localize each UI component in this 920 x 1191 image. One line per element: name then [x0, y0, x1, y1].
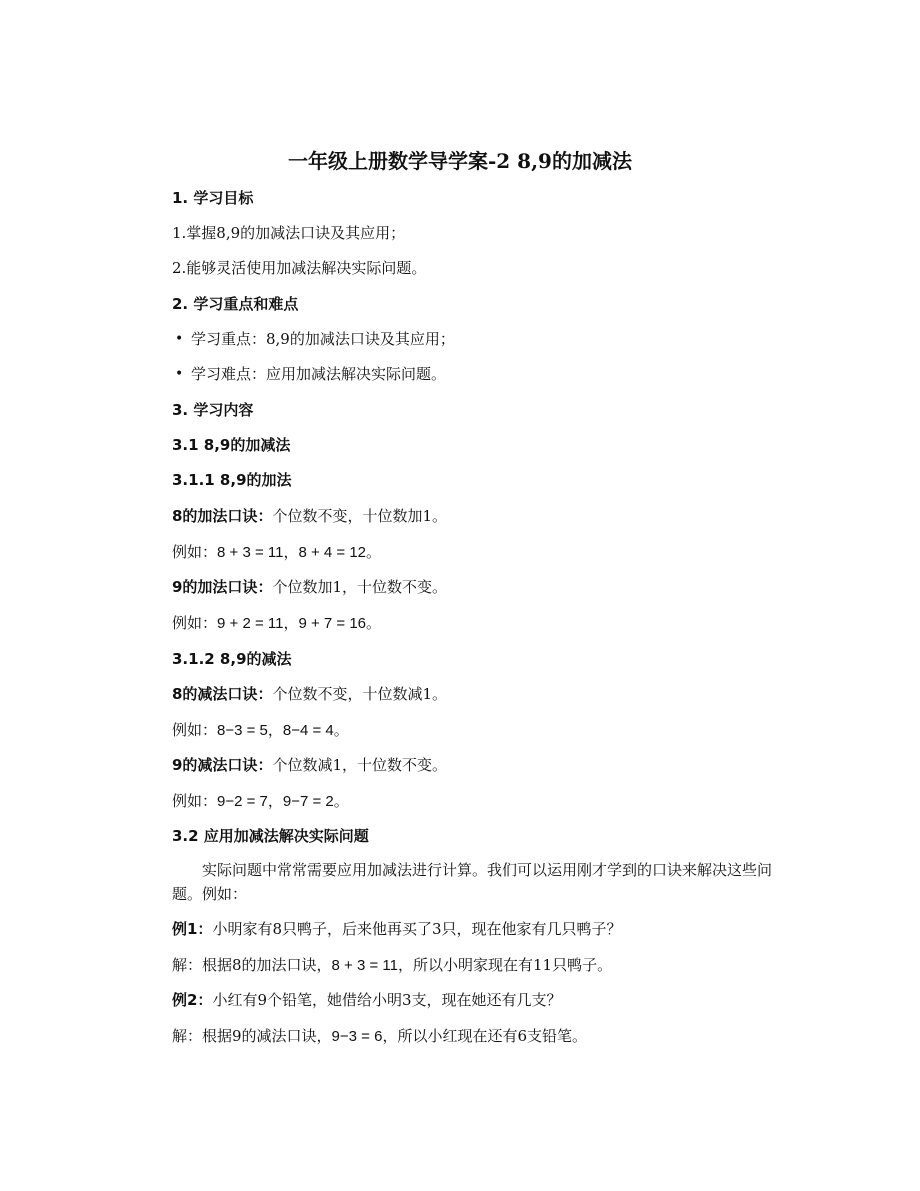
- subheading-3-1: 3.1 8,9的加减法: [172, 436, 291, 454]
- page-title: 一年级上册数学导学案-2 8,9的加减法: [288, 149, 632, 173]
- sub9-text: 个位数减1，十位数不变。: [272, 756, 447, 774]
- intro-paragraph: [172, 858, 790, 906]
- goal-item-2: 2.能够灵活使用加减法解决实际问题。: [172, 259, 427, 277]
- add8-rule: [172, 506, 447, 526]
- sub9-example: [172, 791, 349, 812]
- add9-example-math: 9 + 2 = 11，9 + 7 = 16。: [217, 615, 382, 632]
- example-2-label: 例2：: [172, 991, 213, 1009]
- sub9-example-math: 9−2 = 7，9−7 = 2。: [217, 793, 349, 810]
- add8-example-math: 8 + 3 = 11，8 + 4 = 12。: [217, 544, 382, 561]
- section-heading-content: 3. 学习内容: [172, 401, 254, 419]
- goal-item-1: 1.掌握8,9的加减法口诀及其应用；: [172, 224, 406, 242]
- sub8-text: 个位数不变，十位数减1。: [272, 685, 447, 703]
- focus-item-difficulty: 学习难点：应用加减法解决实际问题。: [191, 365, 447, 383]
- add8-label: 8的加法口诀：: [172, 507, 273, 525]
- example-2: [172, 990, 562, 1010]
- subheading-3-2: 3.2 应用加减法解决实际问题: [172, 827, 369, 845]
- add8-example: [172, 542, 381, 563]
- add9-rule: [172, 577, 447, 597]
- solution-1-suffix: ，所以小明家现在有11只鸭子。: [398, 956, 613, 974]
- sub8-rule: [172, 684, 447, 704]
- bullet-icon: •: [175, 331, 184, 347]
- example-label: 例如：: [172, 543, 218, 561]
- example-label: 例如：: [172, 792, 218, 810]
- subheading-3-1-1: 3.1.1 8,9的加法: [172, 471, 292, 489]
- example-label: 例如：: [172, 614, 218, 632]
- example-1-text: 小明家有8只鸭子，后来他再买了3只，现在他家有几只鸭子？: [212, 920, 622, 938]
- focus-item-key: 学习重点：8,9的加减法口诀及其应用；: [191, 330, 455, 348]
- sub8-example-math: 8−3 = 5，8−4 = 4。: [217, 722, 349, 739]
- add9-label: 9的加法口诀：: [172, 578, 273, 596]
- add9-example: [172, 613, 381, 634]
- example-1: [172, 919, 622, 939]
- section-heading-focus: 2. 学习重点和难点: [172, 295, 299, 313]
- subheading-3-1-2: 3.1.2 8,9的减法: [172, 650, 292, 668]
- solution-1: [172, 955, 612, 976]
- sub8-label: 8的减法口诀：: [172, 685, 273, 703]
- example-2-text: 小红有9个铅笔，她借给小明3支，现在她还有几支？: [212, 991, 562, 1009]
- example-1-label: 例1：: [172, 920, 213, 938]
- solution-2: [172, 1026, 587, 1047]
- sub9-rule: [172, 755, 447, 775]
- sub9-label: 9的减法口诀：: [172, 756, 273, 774]
- sub8-example: [172, 720, 349, 741]
- add8-text: 个位数不变，十位数加1。: [272, 507, 447, 525]
- section-heading-goals: 1. 学习目标: [172, 189, 254, 207]
- add9-text: 个位数加1，十位数不变。: [272, 578, 447, 596]
- solution-2-math: 9−3 = 6: [331, 1028, 383, 1045]
- solution-2-prefix: 解：根据9的减法口诀，: [172, 1027, 332, 1045]
- solution-1-prefix: 解：根据8的加法口诀，: [172, 956, 332, 974]
- solution-1-math: 8 + 3 = 11: [331, 957, 398, 974]
- solution-2-suffix: ，所以小红现在还有6支铅笔。: [382, 1027, 587, 1045]
- intro-text: 实际问题中常常需要应用加减法进行计算。我们可以运用刚才学到的口诀来解决这些问题。例如：: [172, 861, 773, 903]
- example-label: 例如：: [172, 721, 218, 739]
- bullet-icon: •: [175, 366, 184, 382]
